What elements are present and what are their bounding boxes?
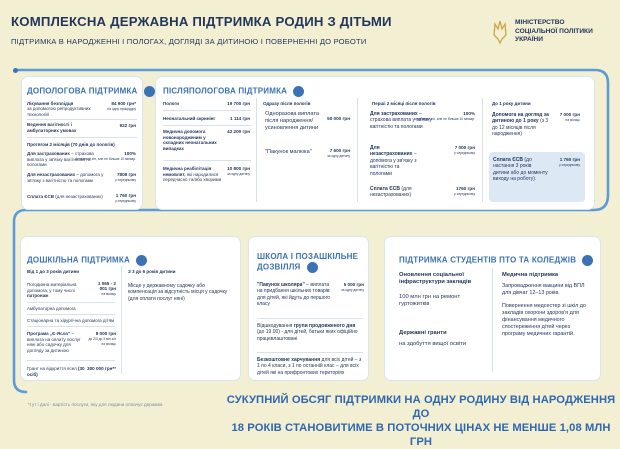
post-c1-r2: Неонатальний скринінг [163,116,216,121]
ministry-name-3: УКРАЇНИ [515,36,544,44]
post-c3-r3-amount: 1760 грн у середньому [454,186,475,196]
post-c3-r2: Для незастрахованих – допомога у зв'язку з вагітністю та пологами [370,145,417,177]
prenatal-r6-amount: 1 760 грн у середньому [115,193,136,203]
post-c1-r4-amount: 10 800 грн за одну дитину [227,166,250,176]
post-c1-r1-amount: 19 700 грн [227,101,250,106]
post-c4-head: До 1 року дитини [492,101,531,106]
post-c2-r1: Одноразова виплата після народження/ усиновлення дитини [265,111,320,131]
stud-c2-t2: Повернення медсестер зі шкіл до закладів охорони здоров'я для фінансування медичного спостереження дітей через програму медичних гарантій. [502,303,586,337]
prenatal-r1-desc: за допомогою репродуктивних технологій [27,106,91,117]
school-r2: Відшкодування групи продовженого дня (до 19.00) - для дітей, батьки яких офіційно працевлаштовані [257,323,358,342]
kids-icon [136,255,147,266]
pre-c1-r3: Стаціонарна та хірургічна допомога дітям [27,318,115,323]
pre-c1-head: Від 1 до 3 років дитини [27,269,80,274]
post-c3-r2-amount: 7 000 грн у середньому [454,145,475,155]
post-c4-r2-amount: 1 760 грн у середньому [559,157,580,167]
prenatal-r1-amount: 84 900 грн* на одну процедуру [107,101,136,111]
total-line-2: 18 РОКІВ СТАНОВИТИМЕ В ПОТОЧНИХ ЦІНАХ НЕ МЕНШЕ 1,08 МЛН ГРН [231,422,611,448]
prenatal-r6: Сплата ЄСВ (для незастрахованих) [27,194,103,199]
prenatal-r4: Для застрахованих – страхова виплата у зв'язку вагітністю та пологами [27,151,94,168]
post-c3-r1-amount: 100% середньої з/п, але не більше 10 мінзар. [414,111,475,121]
pre-c2-head: З 3 до 6 років дитини [128,269,176,274]
post-c3-r1: Для застрахованих – страхова виплата у зв'язку вагітністю та пологами [370,111,433,130]
prenatal-r2-label: Ведення вагітності і амбулаторних умовах [27,122,77,133]
school-title: ШКОЛА І ПОЗАШКІЛЬНЕ ДОЗВІЛЛЯ [257,252,359,272]
pre-c1-r1-amount: 1 065 - 2 001 грн на місяць [97,281,116,296]
post-c3-head: Перші 2 місяці після пологів [372,101,436,106]
students-title: ПІДТРИМКА СТУДЕНТІВ ПТО ТА КОЛЕДЖІВ [399,255,593,266]
pre-c1-r2: Амбулаторна допомога [27,306,76,311]
page-title: КОМПЛЕКСНА ДЕРЖАВНА ПІДТРИМКА РОДИН З ДІТЬМИ [11,14,392,29]
post-c4-r1-amount: 7 000 грн на місяць [559,112,580,122]
post-c4-r2: Сплата ЄСВ (до настання 3 років дитини або до моменту виходу на роботу). [493,157,548,183]
stud-c1-t1: 100 млн грн на ремонт гуртожитків [399,294,461,308]
footnote: *тут і далі - вартість послуги, яку для людини оплачує держава [28,402,163,407]
prenatal-r5-amount: 7808 грн у середньому [115,172,136,182]
post-c1-r4: Медична реабілітація немовлят, які народилися передчасно та/або хворими [163,166,222,183]
total-line-1: СУКУПНИЙ ОБСЯГ ПІДТРИМКИ НА ОДНУ РОДИНУ ВІД НАРОДЖЕННЯ ДО [226,394,616,420]
post-c2-r2-amount: 7 600 грн за одну дитину [327,148,350,158]
stud-c1-t2: на здобуття вищої освіти [399,341,467,347]
post-c2-r2: "Пакунок малюка" [265,149,312,155]
prenatal-r2-amount: 922 грн [119,123,136,128]
graduation-cap-icon [582,255,593,266]
school-r3: Безкоштовне харчування для всіх дітей – з 1 по 4 класи, з 1 по останній клас – для всіх дітей які на прифронтових територіях [257,357,362,376]
pre-c2-r1: Місце у державному садочку або компенсація за відсутність місця у садочку (для оплати послуг няні) [128,283,228,302]
pre-c1-r4: Програма „Є-Ясла“ – виплата на оплату послуг няні або садочку для догляду за дитиною [27,331,81,353]
prenatal-r3-head: Протягом 2 місяців (70 днів до пологів) [27,142,115,147]
post-c2-head: Одразу після пологів [263,101,311,106]
stud-c1-h2: Державні гранти [399,330,447,336]
stud-c2-t1: Запровадження вакцини від ВПЛ для дівчат 12–13 років. [502,283,585,296]
stud-c1-h1: Оновлення соціальної інфраструктури закладів [399,272,472,286]
post-c1-r1: Пологи [163,101,180,106]
prenatal-r1-label: Лікування безплідця [27,101,74,106]
post-c1-r2-amount: 1 114 грн [229,116,250,121]
pre-c1-r1: Погодинна матеріальна допомога, у тому числі патронаж [27,282,77,299]
school-r1-amount: 5 000 грн за одну дитину [341,282,364,292]
post-c3-r3: Сплата ЄСВ (для незастрахованих) [370,186,412,199]
total-support-statement [226,393,616,449]
baby-icon [293,86,304,97]
stroller-icon [144,86,155,97]
ministry-name-1: МІНІСТЕРСТВО [515,19,565,26]
post-c2-r1-amount: 50 000 грн [327,116,350,121]
pre-c1-r5: Грант на відкриття ясел (30 осіб) [27,366,85,377]
backpack-icon [307,262,318,273]
page-subtitle: ПІДТРИМКА В НАРОДЖЕННІ І ПОЛОГАХ, ДОГЛЯДІ ЗА ДИТИНОЮ І ПОВЕРНЕННІ ДО РОБОТИ [11,37,367,46]
ministry-name-2: СОЦІАЛЬНОЇ ПОЛІТИКИ [515,27,593,35]
track-dot [13,68,18,73]
post-c4-r1: Допомога на догляд за дитиною до 1 року (з 3 до 12 місяців після народження) [492,112,549,138]
pre-c1-r4-amount: 8 000 грн до 2/3 до 3 мін з/п на місяць [88,331,116,346]
stud-c2-h1: Медична підтримка [502,272,559,278]
prenatal-r5: Для незастрахованих – допомога у зв'язку з вагітністю та пологами [27,172,104,183]
post-c1-r3: Медична допомога новонародженим у складних неонатальних випадках [163,129,217,151]
prenatal-r4-amount: 100% середньої з/п, але не більше 10 мінзар. [75,151,136,161]
postnatal-title: ПІСЛЯПОЛОГОВА ПІДТРИМКА [163,86,304,97]
pre-c1-r5-amount: 300 000 грн** [87,366,116,371]
preschool-title: ДОШКІЛЬНА ПІДТРИМКА [27,255,147,266]
school-r1: "Пакунок школяра" – виплата на придбання шкільних товарів для дітей, які йдуть до першого класу [257,282,331,307]
post-c1-r3-amount: 42 200 грн [227,129,250,134]
prenatal-title: ДОПОЛОГОВА ПІДТРИМКА [27,86,155,97]
